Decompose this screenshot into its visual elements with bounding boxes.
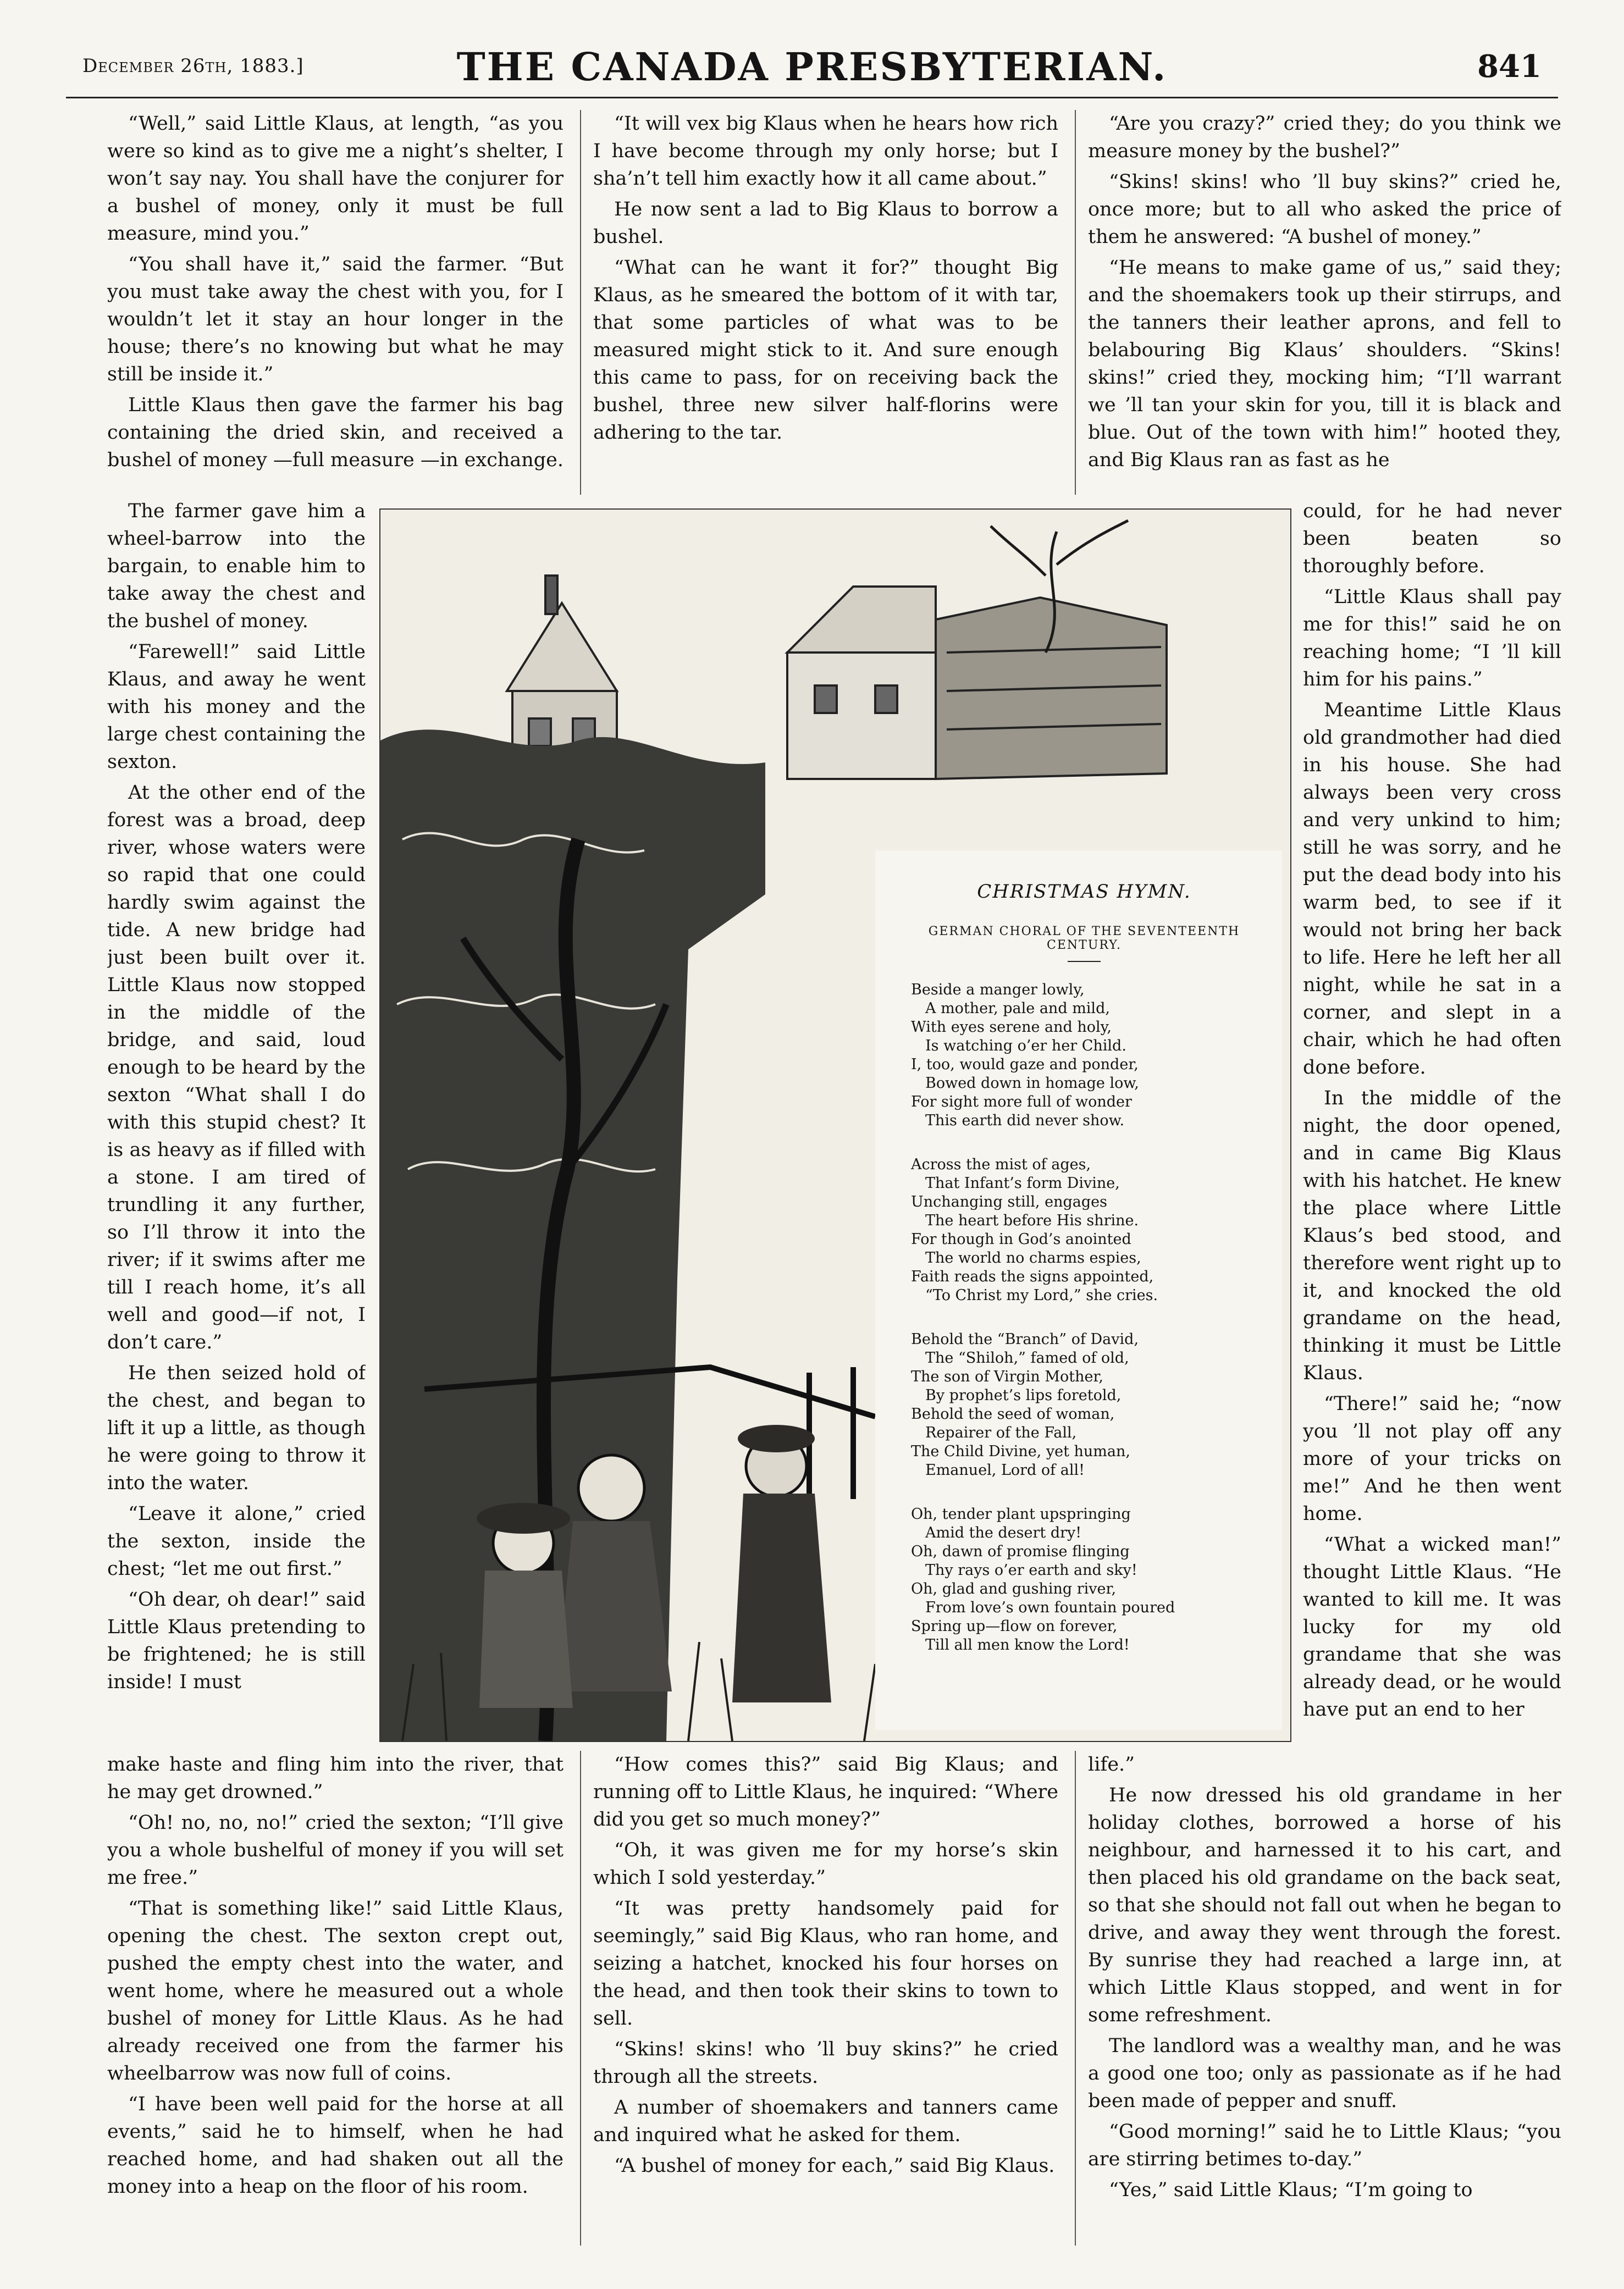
paragraph: In the middle of the night, the door opened, and in came Big Klaus with his hatchet. He knew the place where Little Klaus’s bed stood, and therefore went right up to it, and knocked the old grandame on the head, thinking it must be Little Klaus. — [1303, 1087, 1561, 1384]
page-number: 841 — [1477, 48, 1542, 85]
hymn-rule — [1068, 961, 1101, 962]
paragraph: “Leave it alone,” cried the sexton, inside the chest; “let me out first.” — [107, 1503, 366, 1580]
hymn-line: The Child Divine, yet human, — [911, 1443, 1130, 1460]
paragraph: “I have been well paid for the horse at all events,” said he to himself, when he had reached home, and had shaken out all the money into a heap on the floor of his room. — [107, 2093, 564, 2198]
paragraph: “Oh, it was given me for my horse’s skin which I sold yesterday.” — [593, 1839, 1058, 1889]
paragraph: “Yes,” said Little Klaus; “I’m going to — [1109, 2179, 1473, 2201]
paragraph: “What can he want it for?” thought Big Klaus, as he smeared the bottom of it with tar, that some particles of what was to be measured might stick to it. And sure enough this came to pass, for on receiving back the bushel, three new silver half-florins were adhering to the tar. — [593, 257, 1058, 444]
paragraph: “Oh dear, oh dear!” said Little Klaus pretending to be frightened; he is still inside! I must — [107, 1589, 366, 1693]
paragraph: He then seized hold of the chest, and began to lift it up a little, as though he were going to throw it into the water. — [107, 1362, 366, 1494]
paragraph: The farmer gave him a wheel-barrow into the bargain, to enable him to take away the chest and the bushel of money. — [107, 500, 366, 632]
column-3-top — [1075, 110, 1561, 495]
paragraph: “That is something like!” said Little Klaus, opening the chest. The sexton crept out, pushed the empty chest into the water, and went home, where he measured out a whole bushel of money for Little Klaus. As he had already received one from the farmer his wheelbarrow was now full of coins. — [107, 1898, 564, 2085]
paragraph: “There!” said he; “now you ’ll not play off any more of your tricks on me!” And he then went home. — [1303, 1393, 1561, 1525]
hymn-line: A mother, pale and mild, — [925, 1000, 1110, 1017]
hymn-stanzas — [894, 981, 1274, 1655]
hymn-line: Emanuel, Lord of all! — [925, 1462, 1085, 1479]
paragraph: “Good morning!” said he to Little Klaus; “you are stirring betimes to-day.” — [1088, 2121, 1561, 2170]
column-1-bottom — [107, 1751, 564, 2246]
paragraph: “It will vex big Klaus when he hears how rich I have become through my only horse; but I sha’n’t tell him exactly how it all came about.” — [593, 113, 1058, 190]
paragraph: “Farewell!” said Little Klaus, and away he went with his money and the large chest containing the sexton. — [107, 641, 366, 773]
paragraph: A number of shoemakers and tanners came and inquired what he asked for them. — [593, 2097, 1058, 2146]
column-1-top — [107, 110, 564, 495]
hymn-line: From love’s own fountain poured — [925, 1599, 1175, 1616]
hymn-title: CHRISTMAS HYMN. — [977, 881, 1191, 903]
hymn-line: Repairer of the Fall, — [925, 1424, 1077, 1441]
paragraph: “Are you crazy?” cried they; do you think we measure money by the bushel?” — [1088, 113, 1561, 162]
hymn-line: Faith reads the signs appointed, — [911, 1268, 1154, 1285]
paragraph: “It was pretty handsomely paid for seemingly,” said Big Klaus, who ran home, and seizing a hatchet, knocked his four horses on the head, and then took their skins to town to sell. — [593, 1898, 1058, 2030]
hymn-line: I, too, would gaze and ponder, — [911, 1056, 1139, 1073]
paragraph: “Skins! skins! who ’ll buy skins?” cried he, once more; but to all who asked the price of them he answered: “A bushel of money.” — [1088, 171, 1561, 248]
hymn-line: The son of Virgin Mother, — [911, 1368, 1103, 1385]
hymn-stanza — [911, 1330, 1274, 1480]
column-1-narrow — [107, 497, 366, 1743]
hymn-line: Bowed down in homage low, — [925, 1075, 1139, 1092]
paragraph: life.” — [1088, 1754, 1135, 1776]
hymn-line: Is watching o’er her Child. — [925, 1037, 1126, 1054]
hymn-line: With eyes serene and holy, — [911, 1019, 1112, 1036]
paragraph: “He means to make game of us,” said they; and the shoemakers took up their stirrups, and the tanners their leather aprons, and fell to belabouring Big Klaus’ shoulders. “Skins! skins!” cried they, mocking him; “I’ll warrant we ’ll tan your skin for you, till it is black and blue. Out of the town with him!” hooted they, and Big Klaus ran as fast as he — [1088, 257, 1561, 471]
hymn-line: Oh, tender plant upspringing — [911, 1506, 1131, 1523]
paragraph: Meantime Little Klaus old grandmother had died in his house. She had always been very cross and very unkind to him; still he was sorry, and he put the dead body into his warm bed, to see if it would not bring her back to life. Here he left her all night, while he sat in a corner, and slept in a chair, which he had often done before. — [1303, 699, 1561, 1079]
hymn-line: Behold the seed of woman, — [911, 1406, 1115, 1423]
hymn-stanza — [911, 1505, 1274, 1655]
engraving-illustration — [379, 508, 1291, 1742]
hymn-line: That Infant’s form Divine, — [925, 1175, 1120, 1192]
paragraph: At the other end of the forest was a broad, deep river, whose waters were so rapid that one could hardly swim against the tide. A new bridge had just been built over it. Little Klaus now stopped in the middle of the bridge, and said, loud enough to be heard by the sexton “What shall I do with this stupid chest? It is as heavy as if filled with a stone. I am tired of trundling it any further, so I’ll throw it into the river; if it swims after me till I reach home, it’s all well and good—if not, I don’t care.” — [107, 782, 366, 1353]
column-3-narrow — [1303, 497, 1561, 1743]
hymn-line: For sight more full of wonder — [911, 1093, 1132, 1110]
paragraph: “Skins! skins! who ’ll buy skins?” he cried through all the streets. — [593, 2038, 1058, 2088]
hymn-line: Across the mist of ages, — [911, 1156, 1091, 1173]
paragraph: He now sent a lad to Big Klaus to borrow a bushel. — [593, 198, 1058, 248]
hymn-line: Unchanging still, engages — [911, 1193, 1107, 1210]
paragraph: “You shall have it,” said the farmer. “But you must take away the chest with you, for I wouldn’t let it stay an hour longer in the house; there’s no knowing but what he may still be inside it.” — [107, 253, 564, 385]
hymn-line: Behold the “Branch” of David, — [911, 1331, 1139, 1348]
hymn-subtitle: GERMAN CHORAL OF THE SEVENTEENTH CENTURY. — [928, 925, 1240, 952]
hymn-line: The world no charms espies, — [925, 1249, 1141, 1267]
issue-date: December 26th, 1883.] — [82, 55, 304, 77]
hymn-line: This earth did never show. — [925, 1112, 1125, 1129]
header-rule — [66, 97, 1558, 98]
hymn-line: Oh, glad and gushing river, — [911, 1580, 1117, 1597]
hymn-line: “To Christ my Lord,” she cries. — [925, 1287, 1158, 1304]
hymn-line: By prophet’s lips foretold, — [925, 1387, 1122, 1404]
hymn-stanza — [911, 1155, 1274, 1305]
hymn-line: The heart before His shrine. — [925, 1212, 1139, 1229]
paragraph: could, for he had never been beaten so thoroughly before. — [1303, 500, 1561, 577]
column-3-bottom — [1075, 1751, 1561, 2246]
hymn-line: For though in God’s anointed — [911, 1231, 1131, 1248]
hymn-line: Oh, dawn of promise flinging — [911, 1543, 1130, 1560]
paragraph: “Oh! no, no, no!” cried the sexton; “I’ll give you a whole bushelful of money if you will set me free.” — [107, 1812, 564, 1889]
hymn-line: Beside a manger lowly, — [911, 981, 1085, 998]
paragraph: “How comes this?” said Big Klaus; and running off to Little Klaus, he inquired: “Where did you get so much money?” — [593, 1754, 1058, 1831]
hymn-line: Till all men know the Lord! — [925, 1636, 1130, 1654]
paragraph: He now dressed his old grandame in her holiday clothes, borrowed a horse of his neighbour, and harnessed it to his cart, and then placed his old grandame on the back seat, so that she should not fall out when he began to drive, and away they went through the forest. By sunrise they had reached a large inn, at which Little Klaus stopped, and went in for some refreshment. — [1088, 1784, 1561, 2026]
column-2-top — [580, 110, 1058, 495]
paragraph: “A bushel of money for each,” said Big Klaus. — [614, 2155, 1055, 2177]
paragraph: make haste and fling him into the river, that he may get drowned.” — [107, 1754, 564, 1803]
paragraph: “Well,” said Little Klaus, at length, “as you were so kind as to give me a night’s shelter, I won’t say nay. You shall have the conjurer for a bushel of money, only it must be full measure, mind you.” — [107, 113, 564, 245]
hymn-stanza — [911, 981, 1274, 1130]
hymn-line: Thy rays o’er earth and sky! — [925, 1562, 1137, 1579]
hymn-line: The “Shiloh,” famed of old, — [925, 1350, 1129, 1367]
paragraph: “What a wicked man!” thought Little Klaus. “He wanted to kill me. It was lucky for my old grandame that she was already dead, or he would have put an end to her — [1303, 1534, 1561, 1721]
hymn-block — [894, 881, 1274, 1680]
mill-house-drawing — [787, 587, 1167, 779]
hymn-line: Spring up—flow on forever, — [911, 1618, 1118, 1635]
paragraph: Little Klaus then gave the farmer his bag containing the dried skin, and received a bushel of money —full measure —in exchange. — [107, 394, 564, 471]
paragraph: “Little Klaus shall pay me for this!” said he on reaching home; “I ’ll kill him for his pains.” — [1303, 586, 1561, 690]
column-2-bottom — [580, 1751, 1058, 2246]
newspaper-title: THE CANADA PRESBYTERIAN. — [456, 44, 1168, 90]
hymn-line: Amid the desert dry! — [925, 1524, 1082, 1541]
paragraph: The landlord was a wealthy man, and he was a good one too; only as passionate as if he had been made of pepper and snuff. — [1088, 2035, 1561, 2112]
